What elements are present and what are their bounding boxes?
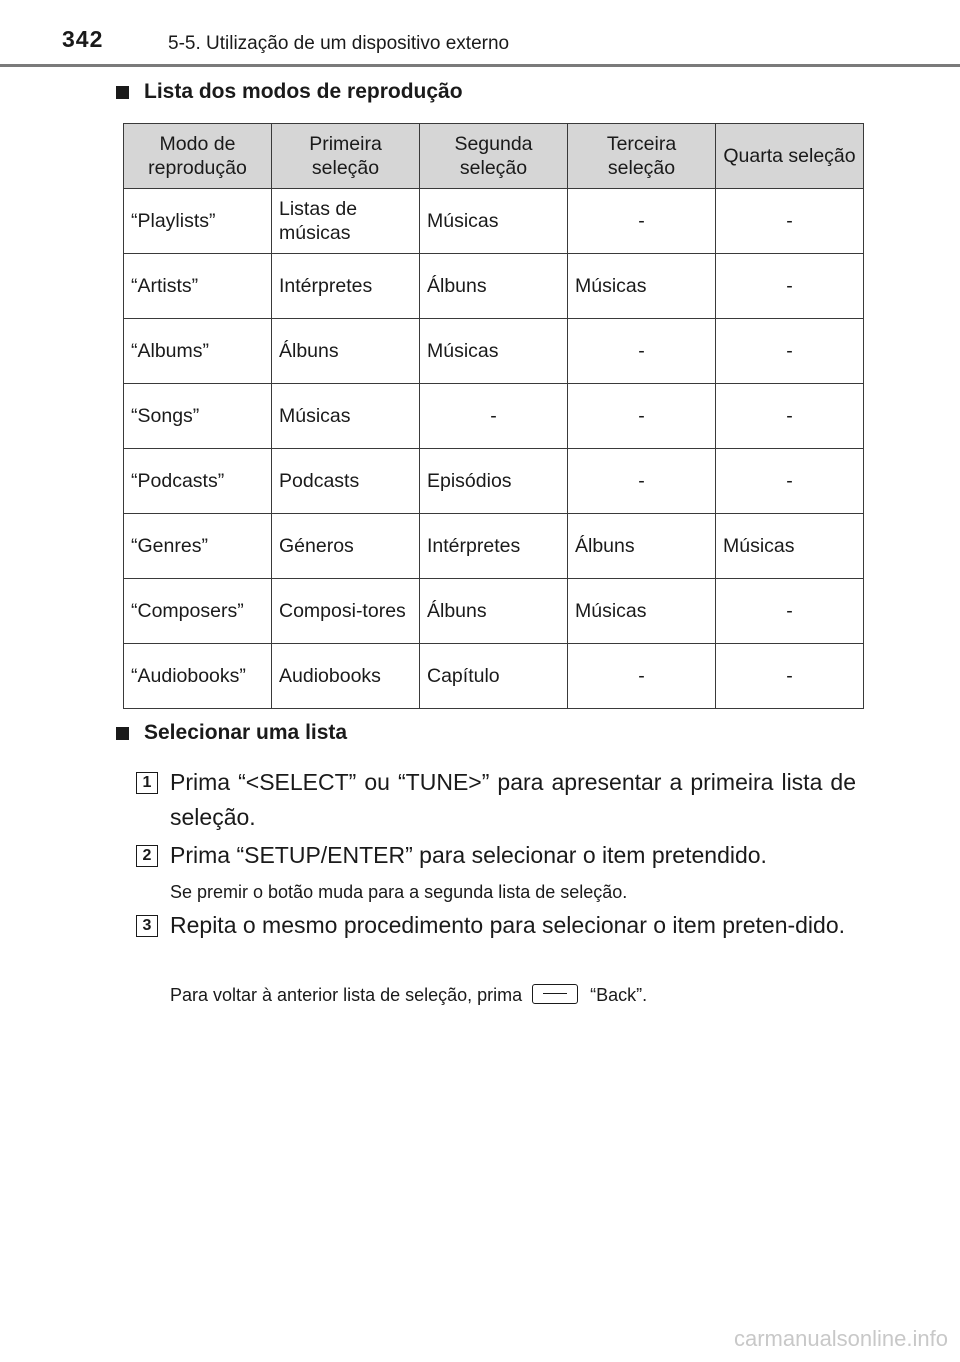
table-cell: Álbuns [420,579,568,644]
table-cell: Episódios [420,449,568,514]
table-cell: - [568,644,716,709]
header-rule [0,64,960,67]
table-cell: Músicas [272,384,420,449]
page-number: 342 [62,26,104,52]
table-cell: “Composers” [124,579,272,644]
table-row [124,514,864,579]
back-button-icon [532,984,578,1004]
table-cell: “Albums” [124,319,272,384]
table-row [124,384,864,449]
table-cell: Composi-tores [272,579,420,644]
note-text: Para voltar à anterior lista de seleção, prima [170,985,523,1005]
table-cell: Músicas [420,319,568,384]
note-text: “Back”. [590,985,648,1005]
table-cell: Intérpretes [420,514,568,579]
table-cell: “Genres” [124,514,272,579]
column-header: Quarta seleção [716,124,864,189]
step-number-badge: 1 [136,772,158,794]
table-cell: “Artists” [124,254,272,319]
table-cell: “Audiobooks” [124,644,272,709]
table-cell: Capítulo [420,644,568,709]
column-header: Primeira seleção [272,124,420,189]
table-cell: - [568,189,716,254]
table-cell: Intérpretes [272,254,420,319]
table-cell: - [716,644,864,709]
table-row [124,644,864,709]
table-cell: Músicas [568,579,716,644]
step-3-note [170,983,647,1007]
table-cell: - [716,579,864,644]
square-bullet-icon [116,727,129,740]
table-cell: - [568,449,716,514]
table-row [124,189,864,254]
table-cell: - [716,254,864,319]
table-cell: “Songs” [124,384,272,449]
step-1 [136,765,856,835]
table-cell: “Podcasts” [124,449,272,514]
section-heading-modes [116,80,463,104]
table-cell: - [420,384,568,449]
running-header: 5-5. Utilização de um dispositivo externo [168,33,510,54]
table-cell: Audiobooks [272,644,420,709]
table-cell: Músicas [568,254,716,319]
step-number-badge: 3 [136,915,158,937]
section-title: Lista dos modos de reprodução [144,80,463,103]
column-header: Segunda seleção [420,124,568,189]
table-cell: - [716,189,864,254]
step-number-badge: 2 [136,845,158,867]
table-cell: Podcasts [272,449,420,514]
table-cell: “Playlists” [124,189,272,254]
table-cell: Géneros [272,514,420,579]
table-row [124,579,864,644]
table-cell: - [716,449,864,514]
column-header: Terceira seleção [568,124,716,189]
table-cell: Álbuns [420,254,568,319]
section-heading-select [116,721,347,745]
table-cell: Álbuns [272,319,420,384]
table-cell: - [568,384,716,449]
step-2 [136,838,856,873]
column-header: Modo de reprodução [124,124,272,189]
step-text: Repita o mesmo procedimento para selecionar o item preten-dido. [170,912,846,938]
table-header-row [124,124,864,189]
table-cell: Músicas [716,514,864,579]
step-text: Prima “<SELECT” ou “TUNE>” para apresentar a primeira lista de seleção. [170,769,856,830]
table-cell: - [568,319,716,384]
table-row [124,319,864,384]
playback-modes-table [123,123,864,709]
table-cell: Álbuns [568,514,716,579]
table-row [124,254,864,319]
table-row [124,449,864,514]
table-cell: Músicas [420,189,568,254]
step-3 [136,908,856,943]
table-cell: - [716,384,864,449]
step-2-note: Se premir o botão muda para a segunda lista de seleção. [170,882,628,902]
watermark: carmanualsonline.info [733,1326,948,1351]
section-title: Selecionar uma lista [144,721,348,744]
table-cell: - [716,319,864,384]
square-bullet-icon [116,86,129,99]
table-cell: Listas de músicas [272,189,420,254]
step-text: Prima “SETUP/ENTER” para selecionar o item pretendido. [170,842,767,868]
